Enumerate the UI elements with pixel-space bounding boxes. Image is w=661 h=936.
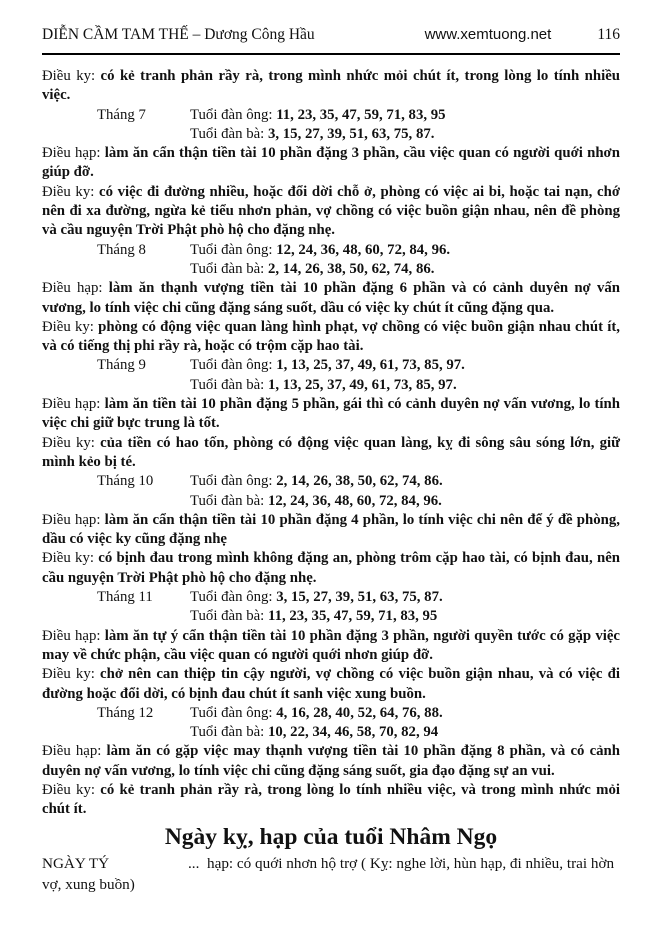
- month-men-line: [42, 106, 620, 125]
- intro-paragraph: [42, 67, 620, 106]
- month-women-line: [42, 492, 620, 511]
- month-name: Tháng 11: [97, 589, 153, 606]
- hap-paragraph: [42, 742, 620, 781]
- hap-label: Điều hạp:: [42, 396, 101, 413]
- ky-text: phòng có động việc quan làng hình phạt, vợ chồng có việc buồn giận nhau chút ít, và có tiếng thị phi rầy rà, hoặc có trộm cặp hao tài.: [42, 318, 620, 355]
- month-block-10: [42, 472, 620, 588]
- ky-label: Điều ky:: [42, 781, 95, 798]
- month-block-7: [42, 106, 620, 241]
- men-ages-line: [190, 356, 465, 375]
- intro-label: Điều ky:: [42, 68, 96, 84]
- site-url: www.xemtuong.net: [424, 26, 552, 43]
- month-men-line: [42, 356, 620, 375]
- hap-text: làm ăn tự ý cẩn thận tiền tài 10 phần đặng 3 phần, người quyền tước có gặp việc may về chức phận, cầu việc quan có người quới nhơn giúp đỡ.: [42, 627, 620, 663]
- ky-label: Điều ky:: [42, 318, 94, 335]
- hap-label: Điều hạp:: [42, 280, 103, 297]
- hap-paragraph: [42, 627, 620, 666]
- men-ages-line: [190, 472, 443, 491]
- month-name: Tháng 8: [97, 241, 146, 258]
- day-ty-line: [42, 853, 620, 895]
- month-name-spacer: [97, 492, 190, 511]
- men-ages: 12, 24, 36, 48, 60, 72, 84, 96.: [276, 241, 451, 258]
- month-name-spacer: [97, 125, 190, 144]
- month-name-spacer: [97, 260, 190, 279]
- month-name: Tháng 9: [97, 357, 146, 374]
- ky-paragraph: [42, 434, 620, 473]
- women-ages-label: Tuổi đàn bà:: [190, 492, 265, 509]
- women-ages: 11, 23, 35, 47, 59, 71, 83, 95: [267, 608, 438, 625]
- ky-label: Điều ky:: [42, 434, 95, 451]
- men-ages-label: Tuổi đàn ông:: [190, 357, 273, 374]
- month-women-line: [42, 125, 620, 144]
- hap-text: làm ăn tiền tài 10 phần đặng 5 phần, gái thì có cảnh duyên nợ vấn vương, lo tính việc chi giữ bực trung là tốt.: [42, 396, 620, 432]
- month-name-spacer: [97, 723, 190, 742]
- women-ages-label: Tuổi đàn bà:: [190, 608, 265, 625]
- ky-text: của tiền có hao tốn, phòng có động việc quan làng, kỵ đi sông sâu sóng lớn, giữ mình kẻo bị té.: [42, 434, 621, 470]
- month-name-spacer: [97, 376, 190, 395]
- month-men-line: [42, 472, 620, 491]
- men-ages-label: Tuổi đàn ông:: [190, 589, 273, 606]
- men-ages: 4, 16, 28, 40, 52, 64, 76, 88.: [276, 704, 443, 721]
- month-name: Tháng 10: [97, 473, 154, 490]
- women-ages-line: [190, 492, 442, 511]
- header-right: [425, 26, 620, 44]
- ky-paragraph: [42, 549, 620, 588]
- ky-text: có bịnh đau trong mình không đặng an, phòng trôm cặp hao tài, có bịnh đau, nên cầu nguyện Trời Phật phò hộ cho đặng nhẹ.: [42, 550, 621, 586]
- intro-text: có kẻ tranh phản rầy rà, trong mình nhức mỏi chút ít, trong lòng lo tính nhiều việc.: [42, 68, 621, 104]
- men-ages-label: Tuổi đàn ông:: [190, 241, 273, 258]
- women-ages: 10, 22, 34, 46, 58, 70, 82, 94: [267, 724, 439, 741]
- month-men-line: [42, 241, 620, 260]
- hap-text: làm ăn cẩn thận tiền tài 10 phần đặng 3 phần, cầu việc quan có người quới nhơn giúp đỡ.: [42, 145, 620, 181]
- ky-text: có kẻ tranh phản rầy rà, trong lòng lo tính nhiều việc, và trong mình nhức mỏi chút ít.: [42, 781, 620, 818]
- day-name: NGÀY TÝ: [42, 854, 110, 872]
- month-block-9: [42, 356, 620, 472]
- ky-paragraph: [42, 781, 620, 820]
- ky-paragraph: [42, 183, 620, 241]
- men-ages: 3, 15, 27, 39, 51, 63, 75, 87.: [276, 589, 443, 606]
- women-ages: 2, 14, 26, 38, 50, 62, 74, 86.: [267, 260, 435, 277]
- day-dots: ...: [188, 854, 200, 872]
- hap-paragraph: [42, 511, 620, 550]
- women-ages-label: Tuổi đàn bà:: [190, 260, 265, 277]
- ky-text: chở nên can thiệp tin cậy người, vợ chồng có việc buồn giận nhau, và có việc đi đường hoặc đổi dời, có bịnh đau chút ít sanh việc xung buồn.: [42, 666, 621, 702]
- month-women-line: [42, 607, 620, 626]
- women-ages-line: [190, 376, 457, 395]
- women-ages-label: Tuổi đàn bà:: [190, 724, 265, 741]
- hap-paragraph: [42, 279, 620, 318]
- ky-label: Điều ky:: [42, 666, 95, 683]
- hap-label: Điều hạp:: [42, 627, 101, 644]
- page-content: [42, 67, 620, 895]
- men-ages-label: Tuổi đàn ông:: [190, 106, 273, 123]
- women-ages-line: [190, 125, 434, 144]
- men-ages-label: Tuổi đàn ông:: [190, 473, 273, 490]
- month-name-spacer: [97, 607, 190, 626]
- men-ages-line: [190, 588, 443, 607]
- book-title: DIỄN CẦM TAM THẾ – Dương Công Hầu: [42, 26, 315, 43]
- men-ages: 2, 14, 26, 38, 50, 62, 74, 86.: [276, 473, 443, 490]
- women-ages: 12, 24, 36, 48, 60, 72, 84, 96.: [267, 492, 442, 509]
- men-ages-line: [190, 241, 450, 260]
- hap-label: Điều hạp:: [42, 743, 102, 760]
- ky-label: Điều ky:: [42, 183, 95, 200]
- page-number: 116: [597, 26, 620, 43]
- ky-paragraph: [42, 318, 620, 357]
- month-block-12: [42, 704, 620, 820]
- women-ages-line: [190, 723, 438, 742]
- women-ages: 3, 15, 27, 39, 51, 63, 75, 87.: [267, 125, 435, 142]
- hap-text: làm ăn có gặp việc may thạnh vượng tiền tài 10 phần đặng 8 phần, và có cảnh duyên nợ vấn vương, lo tính việc chi cũng đặng sáng suốt, gia đạo đặng sự an vui.: [42, 743, 620, 779]
- men-ages: 1, 13, 25, 37, 49, 61, 73, 85, 97.: [276, 357, 465, 374]
- men-ages-label: Tuổi đàn ông:: [190, 704, 273, 721]
- section-heading: Ngày kỵ, hạp của tuổi Nhâm Ngọ: [164, 823, 498, 850]
- month-women-line: [42, 376, 620, 395]
- hap-text: làm ăn cẩn thận tiền tài 10 phần đặng 4 phần, lo tính việc chi nên để ý đề phòng, dầu có việc ky cũng đặng nhẹ: [42, 511, 620, 548]
- hap-paragraph: [42, 395, 620, 434]
- women-ages: 1, 13, 25, 37, 49, 61, 73, 85, 97.: [267, 376, 457, 393]
- ky-paragraph: [42, 665, 620, 704]
- women-ages-label: Tuổi đàn bà:: [190, 376, 265, 393]
- day-text: hạp: có quới nhơn hộ trợ ( Kỵ: nghe lời, hùn hạp, đi nhiều, trai hờn vợ, xung buồn): [42, 854, 615, 893]
- page-header: [42, 26, 620, 55]
- month-name: Tháng 7: [97, 106, 146, 123]
- ky-text: có việc đi đường nhiều, hoặc đổi dời chỗ ở, phòng có việc ai bi, hoặc tai nạn, chớ nên đi xa đường, ngừa kẻ tiểu nhơn phản, vợ chồng có việc buồn giận nhau, nên đề phòng và cầu nguyện Trời Phật phò hộ cho đặng nhẹ.: [42, 183, 621, 239]
- men-ages-line: [190, 106, 446, 125]
- men-ages: 11, 23, 35, 47, 59, 71, 83, 95: [276, 106, 446, 123]
- month-women-line: [42, 260, 620, 279]
- hap-label: Điều hạp:: [42, 511, 101, 528]
- hap-label: Điều hạp:: [42, 145, 101, 162]
- women-ages-label: Tuổi đàn bà:: [190, 125, 265, 142]
- month-block-8: [42, 241, 620, 357]
- month-men-line: [42, 588, 620, 607]
- women-ages-line: [190, 607, 437, 626]
- men-ages-line: [190, 704, 443, 723]
- hap-paragraph: [42, 144, 620, 183]
- ky-label: Điều ky:: [42, 550, 94, 567]
- month-women-line: [42, 723, 620, 742]
- women-ages-line: [190, 260, 434, 279]
- hap-text: làm ăn thạnh vượng tiền tài 10 phần đặng 6 phần và có cảnh duyên nợ vấn vương, lo tính việc chi cũng đặng sáng suốt, dầu có việc ky chút ít cũng đặng qua.: [42, 280, 621, 316]
- month-block-11: [42, 588, 620, 704]
- month-men-line: [42, 704, 620, 723]
- month-name: Tháng 12: [97, 704, 154, 721]
